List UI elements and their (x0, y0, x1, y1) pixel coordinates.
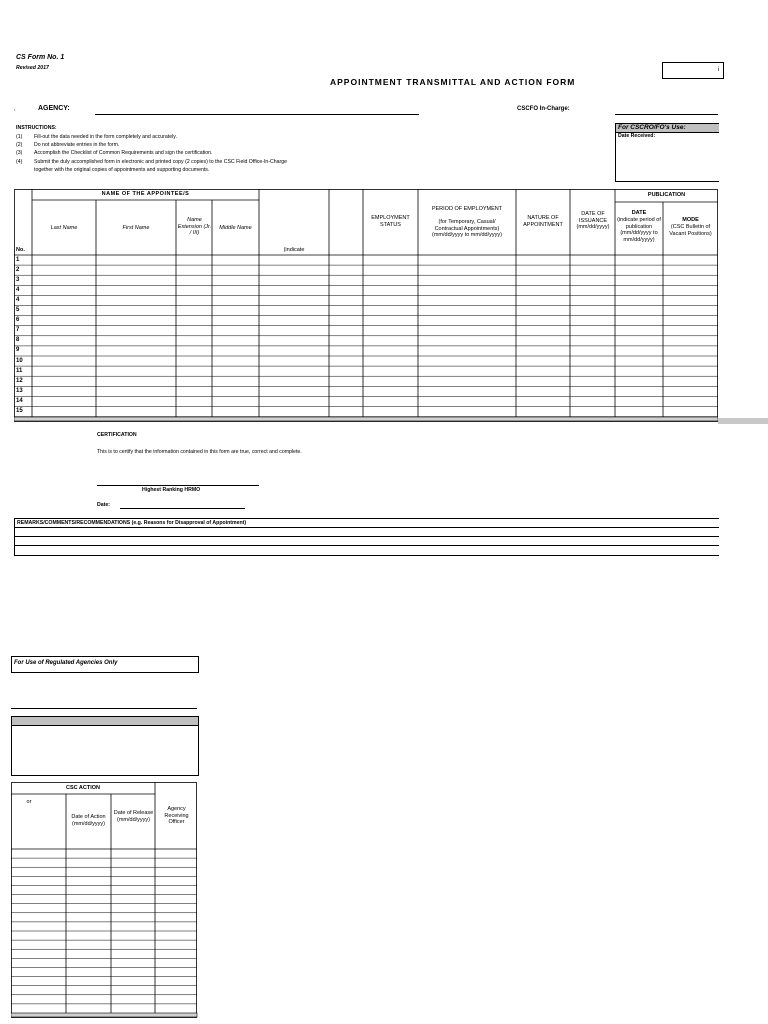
remarks-box[interactable] (14, 518, 719, 556)
form-revised: Revised 2017 (16, 65, 49, 71)
regulated-line (11, 708, 197, 709)
certification-date-line[interactable] (120, 508, 245, 509)
col-period-sub: (for Temporary, Casual/ Contractual Appointments) (mm/dd/yyyy to mm/dd/yyyy) (432, 219, 502, 238)
table-row-number: 4 (16, 296, 20, 303)
csc-date-action: Date of Action (mm/dd/yyyy) (71, 814, 106, 827)
form-number: CS Form No. 1 (16, 54, 65, 61)
col-employment-status: EMPLOYMENT STATUS (371, 215, 410, 228)
date-received-label: Date Received: (618, 133, 656, 139)
table-row-number: 5 (16, 307, 20, 313)
instruction-num: (1) (16, 134, 23, 140)
agency-bullet: , (14, 106, 16, 112)
col-pub-date: DATE (631, 210, 647, 216)
instruction-num: (2) (16, 142, 23, 149)
table-row-number: 1 (16, 256, 20, 263)
cscfo-label: CSCFO In-Charge: (517, 106, 570, 112)
agency-label: AGENCY: (38, 105, 70, 112)
appointee-table (14, 189, 718, 423)
instruction-text: Submit the duly accomplished form in electronic and printed copy (2 copies) to the CSC Field Office-In-Charge (34, 158, 288, 165)
hrmo-signature-line[interactable] (97, 485, 259, 486)
instruction-continuation: together with the original copies of appointments and supporting documents. (34, 166, 210, 173)
certification-date-label: Date: (97, 502, 110, 508)
table-row-number: 15 (16, 408, 23, 414)
hrmo-label: Highest Ranking HRMO (142, 487, 201, 493)
col-period-title: PERIOD OF EMPLOYMENT (431, 206, 503, 212)
page-edge-marker (718, 418, 768, 424)
remarks-line[interactable] (15, 528, 719, 537)
table-row-number: 10 (16, 357, 23, 364)
table-row-number: 11 (16, 367, 23, 374)
regulated-agencies-box (11, 656, 199, 673)
table-row-number: 2 (16, 266, 20, 273)
instruction-num: (4) (16, 158, 23, 165)
col-name-extension: Name Extension (Jr. / III) (177, 217, 212, 236)
certification-text: This is to certify that the information contained in this form are true, correct and complete. (97, 449, 302, 455)
form-id-box (662, 62, 724, 79)
col-publication: PUBLICATION (647, 192, 686, 198)
table-row-number: 8 (16, 337, 20, 344)
col-pub-mode: MODE (682, 217, 699, 223)
agency-field-line[interactable] (95, 114, 419, 115)
form-id-box-text: i (717, 67, 719, 73)
regulated-agencies-label: For Use of Regulated Agencies Only (14, 660, 118, 666)
table-row-number: 13 (16, 387, 23, 394)
col-pub-date-sub: (indicate period of publication (mm/dd/yyyy to mm/dd/yyyy) (617, 217, 661, 243)
appointee-group-header: NAME OF THE APPOINTEE/S (101, 191, 190, 197)
csc-date-release: Date of Release (mm/dd/yyyy) (113, 810, 154, 823)
regulated-notes-box[interactable] (11, 716, 199, 776)
table-row-number: 7 (16, 327, 20, 334)
col-no: No. (16, 247, 25, 253)
instruction-text: Fill-out the data needed in the form completely and accurately. (34, 134, 177, 140)
certification-heading: CERTIFICATION (97, 432, 137, 438)
instructions-list (16, 133, 287, 174)
form-title: APPOINTMENT TRANSMITTAL AND ACTION FORM (330, 77, 576, 87)
table-row-number: 12 (16, 377, 23, 384)
col-last-name: Last Name (50, 225, 78, 231)
table-row-number: 9 (16, 347, 20, 354)
instruction-text: Accomplish the Checklist of Common Requirements and sign the certification. (34, 150, 213, 157)
remarks-line[interactable] (15, 537, 719, 546)
col-nature: NATURE OF APPOINTMENT (523, 215, 563, 228)
cscro-use-box (615, 123, 719, 182)
col-pub-mode-sub: (CSC Bulletin of Vacant Positions) (669, 224, 712, 237)
table-row-number: 3 (16, 276, 20, 283)
regulated-notes-header (12, 717, 198, 726)
instruction-num: (3) (16, 150, 23, 157)
instructions-heading: INSTRUCTIONS: (16, 125, 57, 131)
csc-action-or: or (26, 799, 32, 805)
csc-agency-officer: Agency Receiving Officer (164, 806, 189, 825)
table-row-number: 6 (16, 317, 20, 324)
col-first-name: First Name (122, 225, 150, 231)
col-date-issuance: DATE OF ISSUANCE (mm/dd/yyyy) (576, 211, 610, 230)
table-row-number: 14 (16, 397, 23, 404)
cscro-use-title: For CSCRO/FO's Use: (616, 124, 719, 133)
table-row-number: 4 (16, 286, 20, 293)
remarks-label: REMARKS/COMMENTS/RECOMMENDATIONS (e.g. Reasons for Disapproval of Appointment) (15, 519, 719, 528)
col-middle-name: Middle Name (219, 225, 252, 231)
csc-action-table (11, 782, 197, 1018)
instruction-text: Do not abbreviate entries in the form. (34, 142, 120, 149)
csc-action-title: CSC ACTION (65, 785, 101, 791)
cscfo-field-line[interactable] (615, 114, 718, 115)
col-position-note: (indicate (283, 247, 305, 253)
